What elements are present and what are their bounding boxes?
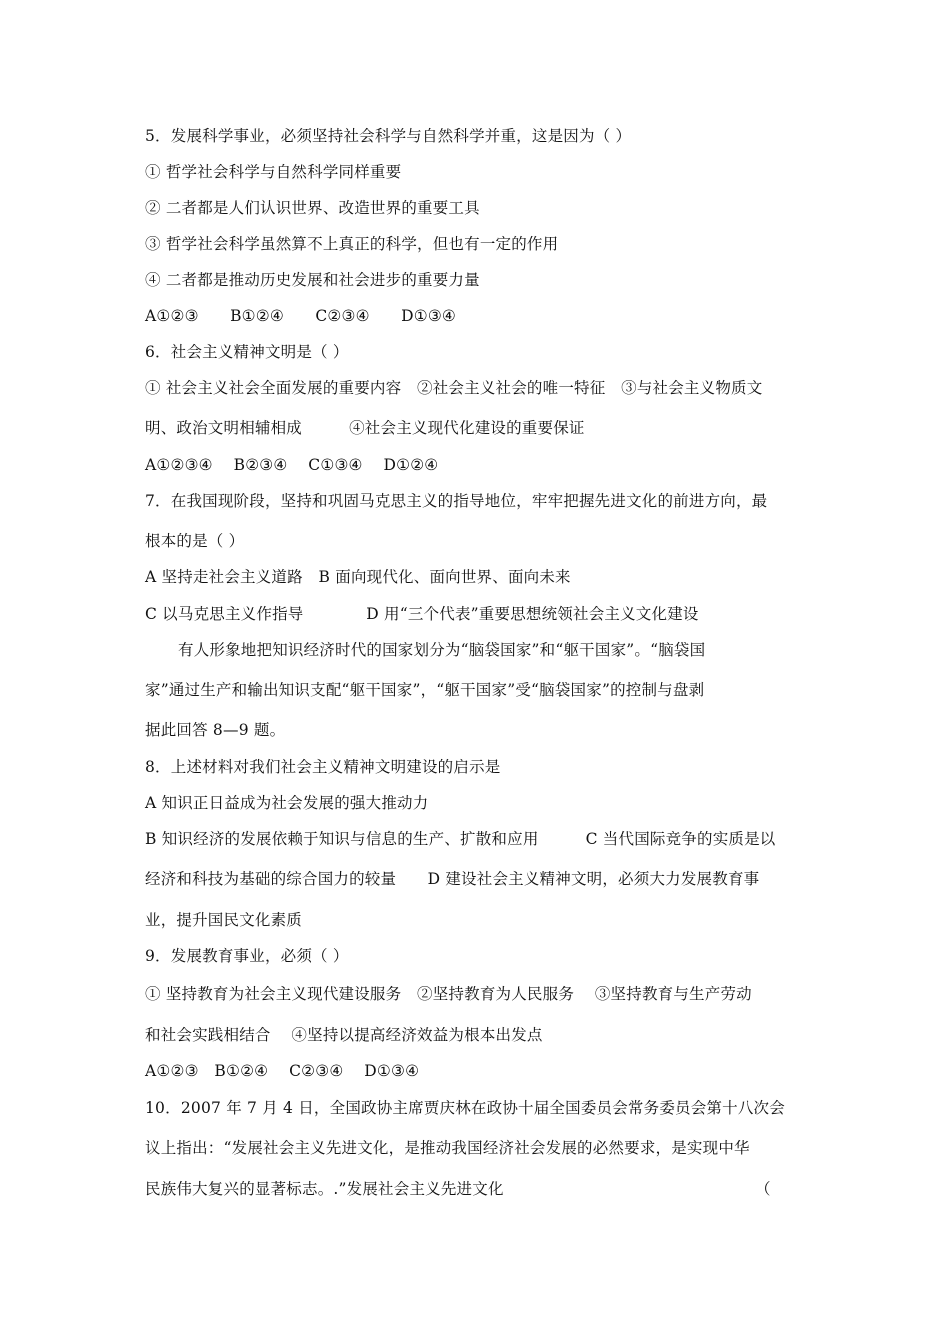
q5-stem: 5．发展科学事业，必须坚持社会科学与自然科学并重，这是因为（ ）	[145, 127, 632, 145]
q5-option-3: ③ 哲学社会科学虽然算不上真正的科学，但也有一定的作用	[145, 235, 559, 253]
q7-stem-line-2: 根本的是（ ）	[145, 532, 245, 550]
q10-line-1: 10．2007 年 7 月 4 日，全国政协主席贾庆林在政协十届全国委员会常务委员会第十八次会	[145, 1099, 785, 1117]
q5-option-4: ④ 二者都是推动历史发展和社会进步的重要力量	[145, 271, 480, 289]
q6-stem: 6．社会主义精神文明是（ ）	[145, 343, 349, 361]
q9-choices: A①②③ B①②④ C②③④ D①③④	[145, 1062, 420, 1080]
q6-options-line-2: 明、政治文明相辅相成 ④社会主义现代化建设的重要保证	[145, 419, 585, 437]
q10-line-3: 民族伟大复兴的显著标志。.”发展社会主义先进文化	[145, 1180, 504, 1198]
q8-options-line-2: B 知识经济的发展依赖于知识与信息的生产、扩散和应用 C 当代国际竞争的实质是以	[145, 830, 776, 848]
q7-options-ab: A 坚持走社会主义道路 B 面向现代化、面向世界、面向未来	[145, 568, 571, 586]
material-line-3: 据此回答 8—9 题。	[145, 721, 286, 739]
material-line-1: 有人形象地把知识经济时代的国家划分为“脑袋国家”和“躯干国家”。“脑袋国	[178, 641, 706, 659]
q9-options-line-1: ① 坚持教育为社会主义现代建设服务 ②坚持教育为人民服务 ③坚持教育与生产劳动	[145, 985, 752, 1003]
q6-choices: A①②③④ B②③④ C①③④ D①②④	[145, 456, 439, 474]
q8-option-a: A 知识正日益成为社会发展的强大推动力	[145, 794, 429, 812]
q9-stem: 9．发展教育事业，必须（ ）	[145, 947, 349, 965]
q10-answer-paren: （	[755, 1180, 771, 1198]
material-line-2: 家”通过生产和输出知识支配“躯干国家”，“躯干国家”受“脑袋国家”的控制与盘剥	[145, 681, 705, 699]
q10-line-2: 议上指出：“发展社会主义先进文化，是推动我国经济社会发展的必然要求，是实现中华	[145, 1139, 750, 1157]
q5-choices: A①②③ B①②④ C②③④ D①③④	[145, 307, 457, 325]
q7-stem-line-1: 7．在我国现阶段，坚持和巩固马克思主义的指导地位，牢牢把握先进文化的前进方向，最	[145, 492, 768, 510]
q8-stem: 8．上述材料对我们社会主义精神文明建设的启示是	[145, 758, 501, 776]
q7-options-cd: C 以马克思主义作指导 D 用“三个代表”重要思想统领社会主义文化建设	[145, 605, 699, 623]
q6-options-line-1: ① 社会主义社会全面发展的重要内容 ②社会主义社会的唯一特征 ③与社会主义物质文	[145, 379, 763, 397]
q8-options-line-3: 经济和科技为基础的综合国力的较量 D 建设社会主义精神文明，必须大力发展教育事	[145, 870, 760, 888]
q5-option-2: ② 二者都是人们认识世界、改造世界的重要工具	[145, 199, 480, 217]
q9-options-line-2: 和社会实践相结合 ④坚持以提高经济效益为根本出发点	[145, 1026, 543, 1044]
q8-options-line-4: 业，提升国民文化素质	[145, 911, 303, 929]
q5-option-1: ① 哲学社会科学与自然科学同样重要	[145, 163, 402, 181]
